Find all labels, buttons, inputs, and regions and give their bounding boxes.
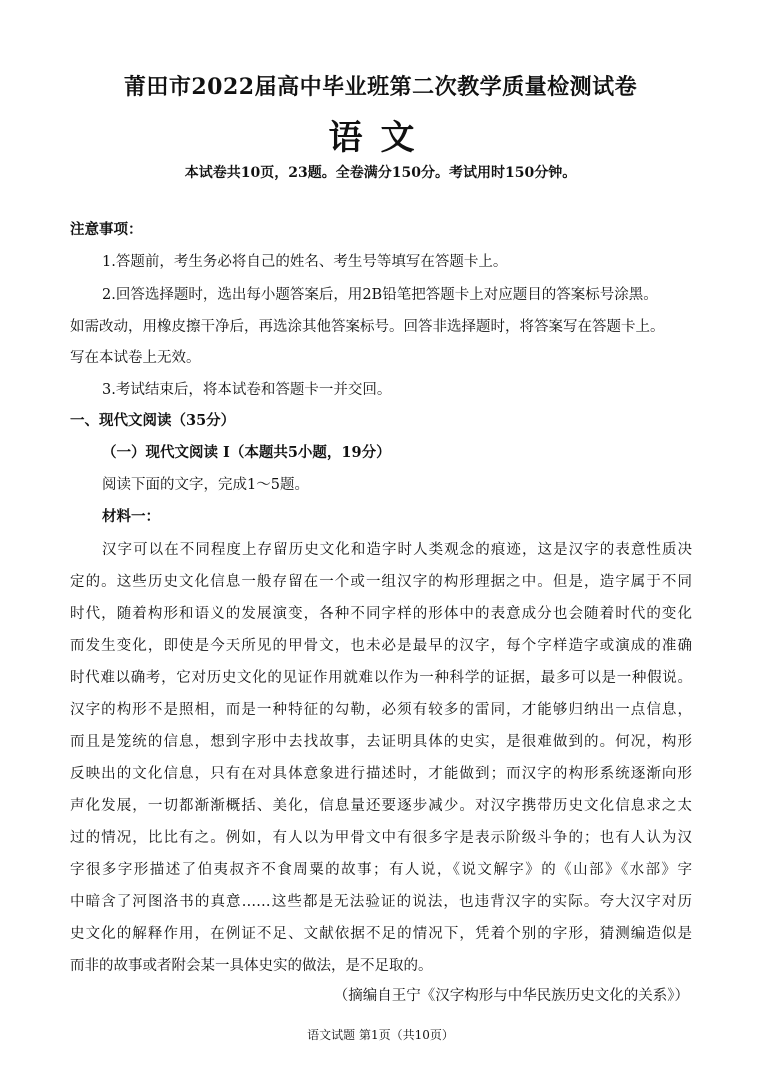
material-line: 时代难以确考，它对历史文化的见证作用就难以作为一种科学的证据，最多可以是一种假说。 <box>70 670 692 686</box>
reading-instruction: 阅读下面的文字，完成1～5题。 <box>102 477 309 493</box>
material-line: 字很多字形描述了伯夷叔齐不食周粟的故事；有人说，《说文解字》的《山部》《水部》字 <box>70 862 692 878</box>
notice-heading: 注意事项： <box>70 221 143 238</box>
material-line: 而且是笼统的信息，想到字形中去找故事，去证明具体的史实，是很难做到的。何况，构形 <box>70 734 692 750</box>
material-line: 定的。这些历史文化信息一般存留在一个或一组汉字的构形理据之中。但是，造字属于不同 <box>70 574 692 590</box>
material-line: 过的情况，比比有之。例如，有人以为甲骨文中有很多字是表示阶级斗争的；也有人认为汉 <box>70 830 692 846</box>
exam-title: 莆田市2022届高中毕业班第二次教学质量检测试卷 <box>123 74 638 100</box>
subsection-1-heading: （一）现代文阅读 I（本题共5小题，19分） <box>102 444 391 461</box>
material-1-label: 材料一： <box>102 508 160 525</box>
material-line: 而发生变化，即使是今天所见的甲骨文，也未必是最早的汉字，每个字样造字或演成的准确 <box>70 638 692 654</box>
notice-item-2-line-1: 2.回答选择题时，选出每小题答案后，用2B铅笔把答题卡上对应题目的答案标号涂黑。 <box>102 287 658 303</box>
material-line: 而非的故事或者附会某一具体史实的做法，是不足取的。 <box>70 958 433 974</box>
material-line: 史文化的解释作用，在例证不足、文献依据不足的情况下，凭着个别的字形，猜测编造似是 <box>70 926 692 942</box>
material-line: 汉字可以在不同程度上存留历史文化和造字时人类观念的痕迹，这是汉字的表意性质决 <box>102 542 692 558</box>
notice-item-2-line-3: 写在本试卷上无效。 <box>70 350 201 366</box>
exam-info: 本试卷共10页，23题。全卷满分150分。考试用时150分钟。 <box>184 165 577 181</box>
page-footer: 语文试题 第1页（共10页） <box>307 1028 454 1042</box>
material-line: 声化发展，一切都渐渐概括、美化，信息量还要逐步减少。对汉字携带历史文化信息求之太 <box>70 798 692 814</box>
section-1-heading: 一、现代文阅读（35分） <box>70 412 236 429</box>
notice-item-2-line-2: 如需改动，用橡皮擦干净后，再选涂其他答案标号。回答非选择题时，将答案写在答题卡上。 <box>70 319 665 335</box>
material-line: 中暗含了河图洛书的真意……这些都是无法验证的说法，也违背汉字的实际。夸大汉字对历 <box>70 894 692 910</box>
notice-item-3: 3.考试结束后，将本试卷和答题卡一并交回。 <box>102 382 392 398</box>
material-line: 汉字的构形不是照相，而是一种特征的勾勒，必须有较多的雷同，才能够归纳出一点信息， <box>70 702 692 718</box>
subject-title: 语文 <box>328 118 433 158</box>
material-source: （摘编自王宁《汉字构形与中华民族历史文化的关系》） <box>333 988 689 1004</box>
material-line: 时代，随着构形和语义的发展演变，各种不同字样的形体中的表意成分也会随着时代的变化 <box>70 606 692 622</box>
material-line: 反映出的文化信息，只有在对具体意象进行描述时，才能做到；而汉字的构形系统逐渐向形 <box>70 766 692 782</box>
notice-item-1: 1.答题前，考生务必将自己的姓名、考生号等填写在答题卡上。 <box>102 254 508 270</box>
